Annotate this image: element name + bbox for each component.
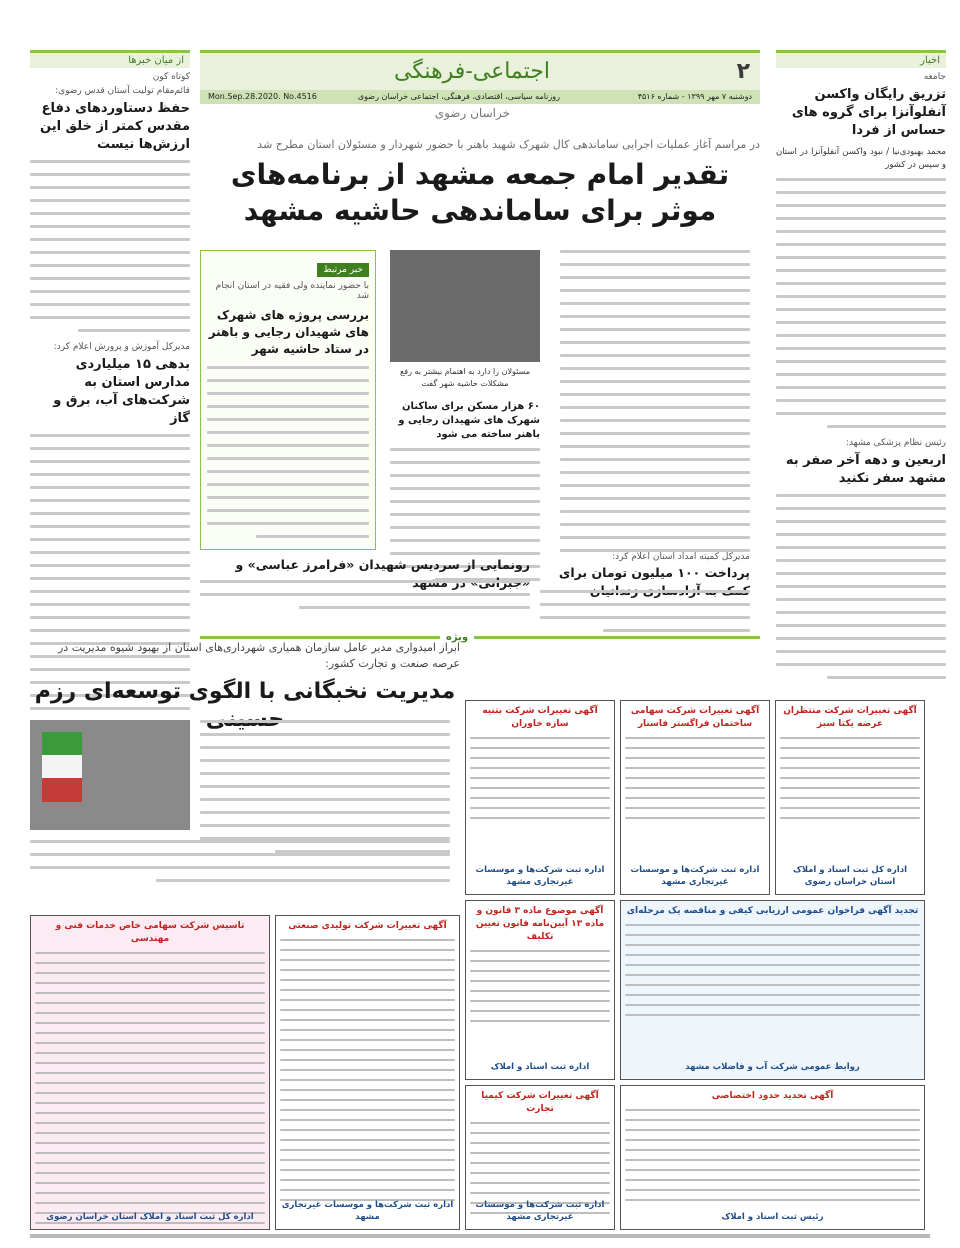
- ad-7-foot: اداره ثبت شرکت‌ها و موسسات غیرتجاری مشهد: [475, 1200, 605, 1222]
- lead-photo: [390, 250, 540, 388]
- ad-1: [620, 700, 770, 895]
- ad-4-foot: اداره ثبت اسناد و املاک: [490, 1062, 590, 1072]
- ad-2-foot: اداره ثبت شرکت‌ها و موسسات غیرتجاری مشهد: [475, 865, 605, 887]
- lead-photo-caption: مسئولان را دارد به اهتمام بیشتر به رفع مشکلات حاشیه شهر گفت: [400, 367, 530, 388]
- right-column-head: اخبار: [776, 50, 946, 68]
- ad-8: [620, 1085, 925, 1230]
- section-label: ویژه: [440, 632, 474, 643]
- ad-6-head: آگهی تغییرات شرکت تولیدی صنعتی: [288, 921, 447, 931]
- ad-6-foot: اداره ثبت شرکت‌ها و موسسات غیرتجاری مشهد: [281, 1200, 454, 1222]
- left-column-kicker: کوتاه کون: [152, 72, 190, 82]
- right-column-body: [776, 178, 946, 428]
- ad-0: [775, 700, 925, 895]
- ad-2-head: آگهی تغییرات شرکت بتنیه سازه خاوران: [482, 706, 598, 729]
- ad-8-head: آگهی تحدید حدود اختصاصی: [711, 1091, 834, 1101]
- masthead-bar: [200, 50, 760, 90]
- ad-8-foot: رئیس ثبت اسناد و املاک: [721, 1212, 824, 1222]
- ad-5: [30, 915, 270, 1230]
- ad-3: [620, 900, 925, 1080]
- lead-kicker: در مراسم آغاز عملیات اجرایی ساماندهی کال شهرک شهید باهنر با حضور شهردار و مسئولان استان مطرح شد: [257, 138, 760, 151]
- left-column-head: از میان خبرها: [30, 50, 190, 68]
- lead-body-1: [560, 250, 750, 562]
- ad-3-foot: روابط عمومی شرکت آب و فاضلاب مشهد: [685, 1062, 860, 1072]
- second-story-headline: مدیریت نخبگانی با الگوی توسعه‌ای رزم: [34, 679, 456, 704]
- section-divider: [200, 636, 760, 639]
- ad-1-foot: اداره ثبت شرکت‌ها و موسسات غیرتجاری مشهد: [630, 865, 760, 887]
- lead-story: [200, 138, 760, 229]
- right-column-kicker: جامعه: [923, 72, 946, 82]
- dateline-tagline: روزنامه سیاسی، اقتصادی، فرهنگی، اجتماعی خراسان رضوی: [357, 92, 560, 101]
- sub-headline-2: رونمایی از سردیس شهیدان «فرامرز عباسی» و: [235, 557, 530, 572]
- left-column-headline: حفظ دستاوردهای دفاع مقدس کمتر از خلق این ارزش‌ها نیست: [40, 101, 190, 152]
- related-kicker: با حضور نماینده ولی فقیه در استان انجام شد: [215, 281, 369, 301]
- right-column-lead: محمد بهبودی‌نیا / نبود واکسن آنفلوآنزا در استان و سپس در کشور: [776, 147, 946, 170]
- ad-0-foot: اداره کل ثبت اسناد و املاک استان خراسان رضوی: [793, 865, 907, 887]
- right-column-headline: تزریق رایگان واکسن آنفلوآنزا برای گروه های حساس از فردا: [791, 87, 946, 138]
- page-number: ۲: [736, 59, 750, 84]
- sub-body-2: [200, 580, 530, 619]
- ad-7: [465, 1085, 615, 1230]
- right-column-body2: [776, 494, 946, 679]
- portrait-photo: [30, 720, 190, 830]
- left-column-kicker2: قائم‌مقام تولیت آستان قدس رضوی:: [55, 86, 190, 96]
- footer-strip: [30, 1234, 930, 1238]
- flag-icon: [42, 732, 82, 802]
- dateline: [200, 90, 760, 104]
- sub-headline-1: ۶۰ هزار مسکن برای ساکنان شهرک های شهیدان رجایی و باهنر ساخته می شود: [398, 401, 540, 440]
- sub-body-3: [540, 590, 750, 642]
- second-story-kicker: ابراز امیدواری مدیر عامل سازمان همیاری شهرداری‌های استان از بهبود شیوه مدیریت در عرصه صنعت و تجارت کشور:: [57, 641, 460, 670]
- related-tag: خبر مرتبط: [317, 263, 369, 277]
- section-title: اجتماعی-فرهنگی: [393, 59, 550, 84]
- ad-4: [465, 900, 615, 1080]
- sub-headline-3: پرداخت ۱۰۰ میلیون تومان برای: [558, 565, 750, 580]
- ad-1-head: آگهی تغییرات شرکت سهامی ساختمان فراگستر فاستار: [630, 706, 760, 729]
- left-column-headline2: بدهی ۱۵ میلیاردی مدارس استان به شرکت‌های آب، برق و گاز: [53, 357, 190, 426]
- related-box: [200, 250, 376, 550]
- ad-4-head: آگهی موضوع ماده ۳ قانون و ماده ۱۳ آیین‌نامه قانون تعیین تکلیف: [475, 906, 605, 942]
- dateline-fa: دوشنبه ۷ مهر ۱۳۹۹ - شماره ۴۵۱۶: [637, 92, 752, 101]
- ad-7-head: آگهی تغییرات شرکت کیمیا تجارت: [481, 1091, 599, 1114]
- right-column-kicker2: رئیس نظام پزشکی مشهد:: [845, 438, 946, 448]
- masthead: [200, 50, 760, 122]
- ad-3-head: تجدید آگهی فراخوان عمومی ارزیابی کیفی و مناقصه یک مرحله‌ای: [626, 906, 919, 916]
- second-story-body-2: [30, 840, 450, 892]
- left-column-body: [30, 160, 190, 332]
- sub3-kicker: مدیرکل کمیته امداد استان اعلام کرد:: [612, 552, 750, 562]
- ad-5-head: تاسیس شرکت سهامی خاص خدمات فنی و مهندسی: [55, 921, 245, 944]
- ad-5-foot: اداره کل ثبت اسناد و املاک استان خراسان رضوی: [46, 1212, 254, 1222]
- related-headline: بررسی پروژه های شهرک های شهیدان رجایی و باهنر در ستاد حاشیه شهر: [208, 308, 369, 356]
- right-column-headline2: اربعین و دهه آخر صفر به مشهد سفر نکنید: [785, 453, 946, 486]
- dateline-en: Mon.Sep.28.2020. No.4516: [208, 92, 317, 101]
- left-column: [30, 50, 190, 690]
- ad-0-head: آگهی تغییرات شرکت منتظران عرضه یکتا سبز: [783, 706, 917, 729]
- ad-6: [275, 915, 460, 1230]
- lead-headline: تقدیر امام جمعه مشهد از برنامه‌های موثر برای ساماندهی حاشیه مشهد: [230, 158, 730, 227]
- right-column: [776, 50, 946, 660]
- ad-2: [465, 700, 615, 895]
- newspaper-logo: خراسان رضوی: [434, 106, 510, 120]
- left-column-kicker3: مدیرکل آموزش و پرورش اعلام کرد:: [53, 342, 190, 352]
